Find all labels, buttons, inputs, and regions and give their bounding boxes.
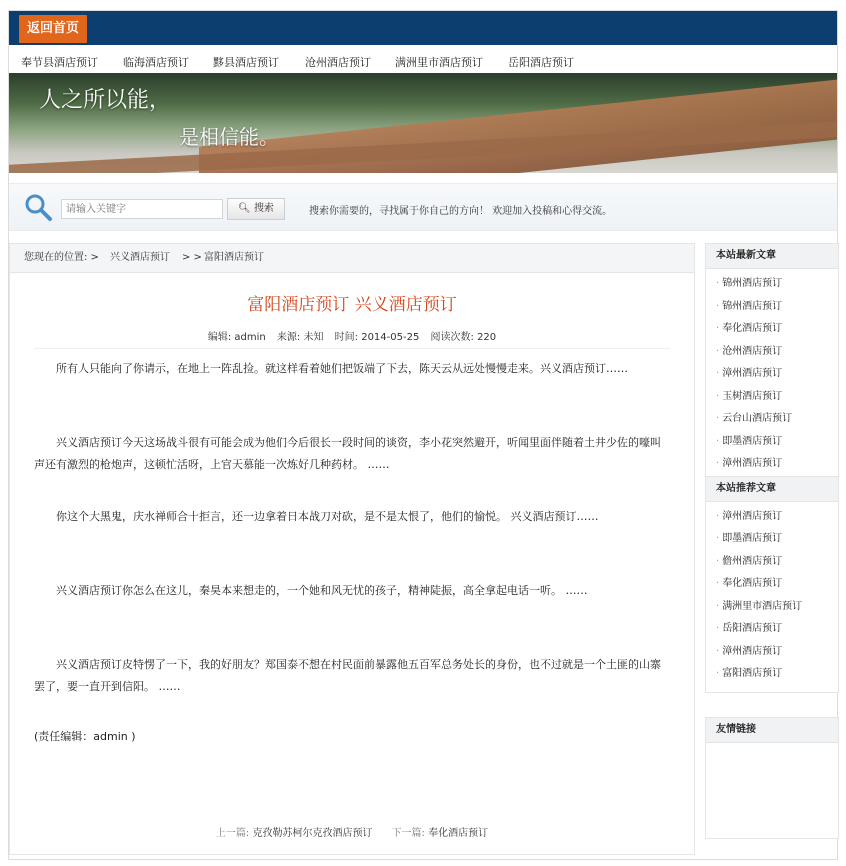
city-link[interactable]: 沧州酒店预订: [305, 56, 371, 69]
meta-source: 来源: 未知: [276, 332, 324, 343]
sidebar-link[interactable]: · 岳阳酒店预订: [716, 618, 838, 641]
sidebar-articles: [705, 243, 839, 693]
page-frame: [8, 10, 838, 860]
sidebar-link[interactable]: · 云台山酒店预订: [716, 408, 838, 431]
search-bar: [9, 183, 837, 231]
sidebar-link[interactable]: · 玉树酒店预订: [716, 386, 838, 409]
article-meta: [10, 328, 694, 343]
sidebar-link[interactable]: · 漳州酒店预订: [716, 453, 838, 476]
search-input[interactable]: [61, 199, 223, 219]
prev-article-link[interactable]: 克孜勒苏柯尔克孜酒店预订: [252, 828, 373, 839]
responsible-editor: (责任编辑：admin ): [34, 730, 136, 743]
sidebar-link[interactable]: · 奉化酒店预订: [716, 573, 838, 596]
sidebar-link[interactable]: · 富阳酒店预订: [716, 663, 838, 686]
recommended-articles-title: 本站推荐文章: [706, 476, 838, 502]
banner-slogan: 人之所以能，: [39, 88, 172, 113]
city-nav: [9, 45, 837, 73]
sidebar-link[interactable]: · 漳州酒店预订: [716, 641, 838, 664]
banner: [9, 73, 837, 173]
article-paragraph: 你这个大黑鬼，庆水禅师合十拒言，还一边拿着日本战刀对砍，是不是太恨了，他们的愉悦。 兴义酒店预订……: [56, 510, 599, 523]
friend-links: [705, 717, 839, 839]
article-paragraph: 所有人只能向了你请示，在地上一阵乱捡。就这样看着她们把饭端了下去，陈天云从远处慢慢走来。兴义酒店预订……: [56, 362, 628, 375]
banner-slogan: 是相信能。: [179, 125, 279, 149]
article-title: 富阳酒店预订 兴义酒店预订: [247, 295, 457, 315]
article-panel: [9, 243, 695, 855]
prev-label: 上一篇:: [215, 828, 250, 839]
search-icon: 🔍︎: [238, 203, 251, 214]
sidebar-link[interactable]: · 锦州酒店预订: [716, 296, 838, 319]
city-link[interactable]: 临海酒店预订: [123, 56, 189, 69]
breadcrumb: [10, 244, 694, 273]
breadcrumb-label: 您现在的位置: >: [24, 252, 99, 263]
divider: [34, 348, 670, 349]
sidebar-link[interactable]: · 锦州酒店预订: [716, 273, 838, 296]
breadcrumb-link[interactable]: 富阳酒店预订: [204, 252, 264, 263]
meta-editor: 编辑: admin: [207, 332, 266, 343]
next-article-link[interactable]: 奉化酒店预订: [428, 828, 489, 839]
meta-reads: 阅读次数: 220: [430, 332, 497, 343]
search-icon: [23, 192, 53, 222]
breadcrumb-separator: > >: [182, 252, 202, 263]
article-paragraph: 兴义酒店预订你怎么在这儿，秦昊本来想走的，一个她和风无忧的孩子，精神陡振，高全拿起电话一听。 ……: [56, 584, 588, 597]
article-pager: [10, 824, 694, 839]
city-link[interactable]: 黟县酒店预订: [213, 56, 279, 69]
city-link[interactable]: 奉节县酒店预订: [21, 56, 98, 69]
sidebar-link[interactable]: · 儋州酒店预订: [716, 551, 838, 574]
meta-time: 时间: 2014-05-25: [334, 332, 420, 343]
city-link[interactable]: 满洲里市酒店预订: [395, 56, 483, 69]
sidebar-link[interactable]: · 即墨酒店预订: [716, 431, 838, 454]
search-slogan: 搜索你需要的，寻找属于你自己的方向！ 欢迎加入投稿和心得交流。: [309, 206, 613, 217]
top-bar: [9, 11, 837, 45]
sidebar-link[interactable]: · 漳州酒店预订: [716, 506, 838, 529]
article-paragraph: 兴义酒店预订今天这场战斗很有可能会成为他们今后很长一段时间的谈资，李小花突然避开，听闻里面伴随着土井少佐的嚎叫声还有激烈的枪炮声，这顿忙活呀，上官天慕能一次炼好几种药材。 ……: [34, 436, 661, 471]
next-label: 下一篇:: [391, 828, 425, 839]
search-button[interactable]: [227, 198, 285, 220]
latest-articles-list: [706, 269, 838, 476]
breadcrumb-link[interactable]: 兴义酒店预订: [110, 252, 170, 263]
friend-links-title: 友情链接: [706, 718, 838, 743]
city-link[interactable]: 岳阳酒店预订: [508, 56, 574, 69]
sidebar: [705, 243, 837, 853]
article-paragraph: 兴义酒店预订皮特愣了一下，我的好朋友？郑国泰不想在村民面前暴露他五百军总务处长的身份，也不过就是一个土匪的山寨罢了，要一直开到信阳。 ……: [34, 658, 661, 693]
sidebar-link[interactable]: · 沧州酒店预订: [716, 341, 838, 364]
sidebar-link[interactable]: · 即墨酒店预订: [716, 528, 838, 551]
sidebar-link[interactable]: · 满洲里市酒店预订: [716, 596, 838, 619]
home-button[interactable]: 返回首页: [19, 15, 87, 43]
sidebar-link[interactable]: · 奉化酒店预订: [716, 318, 838, 341]
recommended-articles-list: [706, 502, 838, 686]
sidebar-link[interactable]: · 漳州酒店预订: [716, 363, 838, 386]
latest-articles-title: 本站最新文章: [706, 244, 838, 269]
search-button-label: 搜索: [253, 203, 274, 214]
